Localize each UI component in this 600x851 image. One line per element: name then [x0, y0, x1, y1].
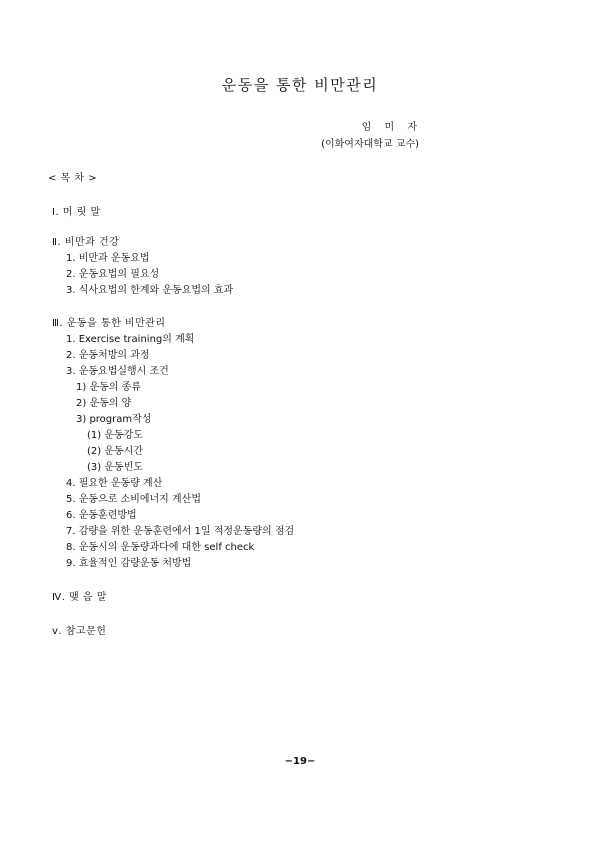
toc-item: 2. 운동요법의 필요성 — [66, 269, 160, 280]
toc-section-5: ⅴ. 참고문헌 — [52, 626, 107, 637]
toc-subsubitem: (3) 운동빈도 — [87, 462, 143, 473]
toc-item: 1. Exercise training의 계획 — [66, 334, 195, 345]
toc-section-3: Ⅲ. 운동을 통한 비만관리 — [52, 318, 166, 329]
toc-subitem: 1) 운동의 종류 — [76, 382, 141, 393]
toc-item: 5. 운동으로 소비에너지 계산법 — [66, 494, 201, 505]
toc-item: 3. 운동요법실행시 조건 — [66, 366, 169, 377]
toc-item: 2. 운동처방의 과정 — [66, 350, 150, 361]
toc-label: < 목 차 > — [48, 173, 98, 184]
document-title: 운동을 통한 비만관리 — [221, 76, 379, 94]
author-name: 임 미 자 — [361, 122, 422, 133]
toc-item: 4. 필요한 운동량 계산 — [66, 478, 163, 489]
toc-subitem: 3) program작성 — [76, 414, 152, 425]
toc-item: 1. 비만과 운동요법 — [66, 253, 150, 264]
toc-section-4: Ⅳ. 맺 음 말 — [52, 592, 107, 603]
toc-subsubitem: (2) 운동시간 — [87, 446, 143, 457]
toc-section-1: Ⅰ. 머 릿 말 — [52, 207, 101, 218]
toc-section-2: Ⅱ. 비만과 건강 — [52, 237, 120, 248]
author-affiliation: (이화여자대학교 교수) — [321, 139, 419, 150]
toc-item: 8. 운동시의 운동량과다에 대한 self check — [66, 542, 255, 553]
toc-item: 9. 효율적인 감량운동 처방법 — [66, 558, 192, 569]
toc-subsubitem: (1) 운동강도 — [87, 430, 143, 441]
toc-subitem: 2) 운동의 양 — [76, 398, 132, 409]
toc-item: 3. 식사요법의 한계와 운동요법의 효과 — [66, 285, 234, 296]
page-number: −19− — [284, 756, 316, 767]
toc-item: 6. 운동훈련방법 — [66, 510, 137, 521]
toc-item: 7. 감량을 위한 운동훈련에서 1일 적정운동량의 점검 — [66, 526, 295, 537]
